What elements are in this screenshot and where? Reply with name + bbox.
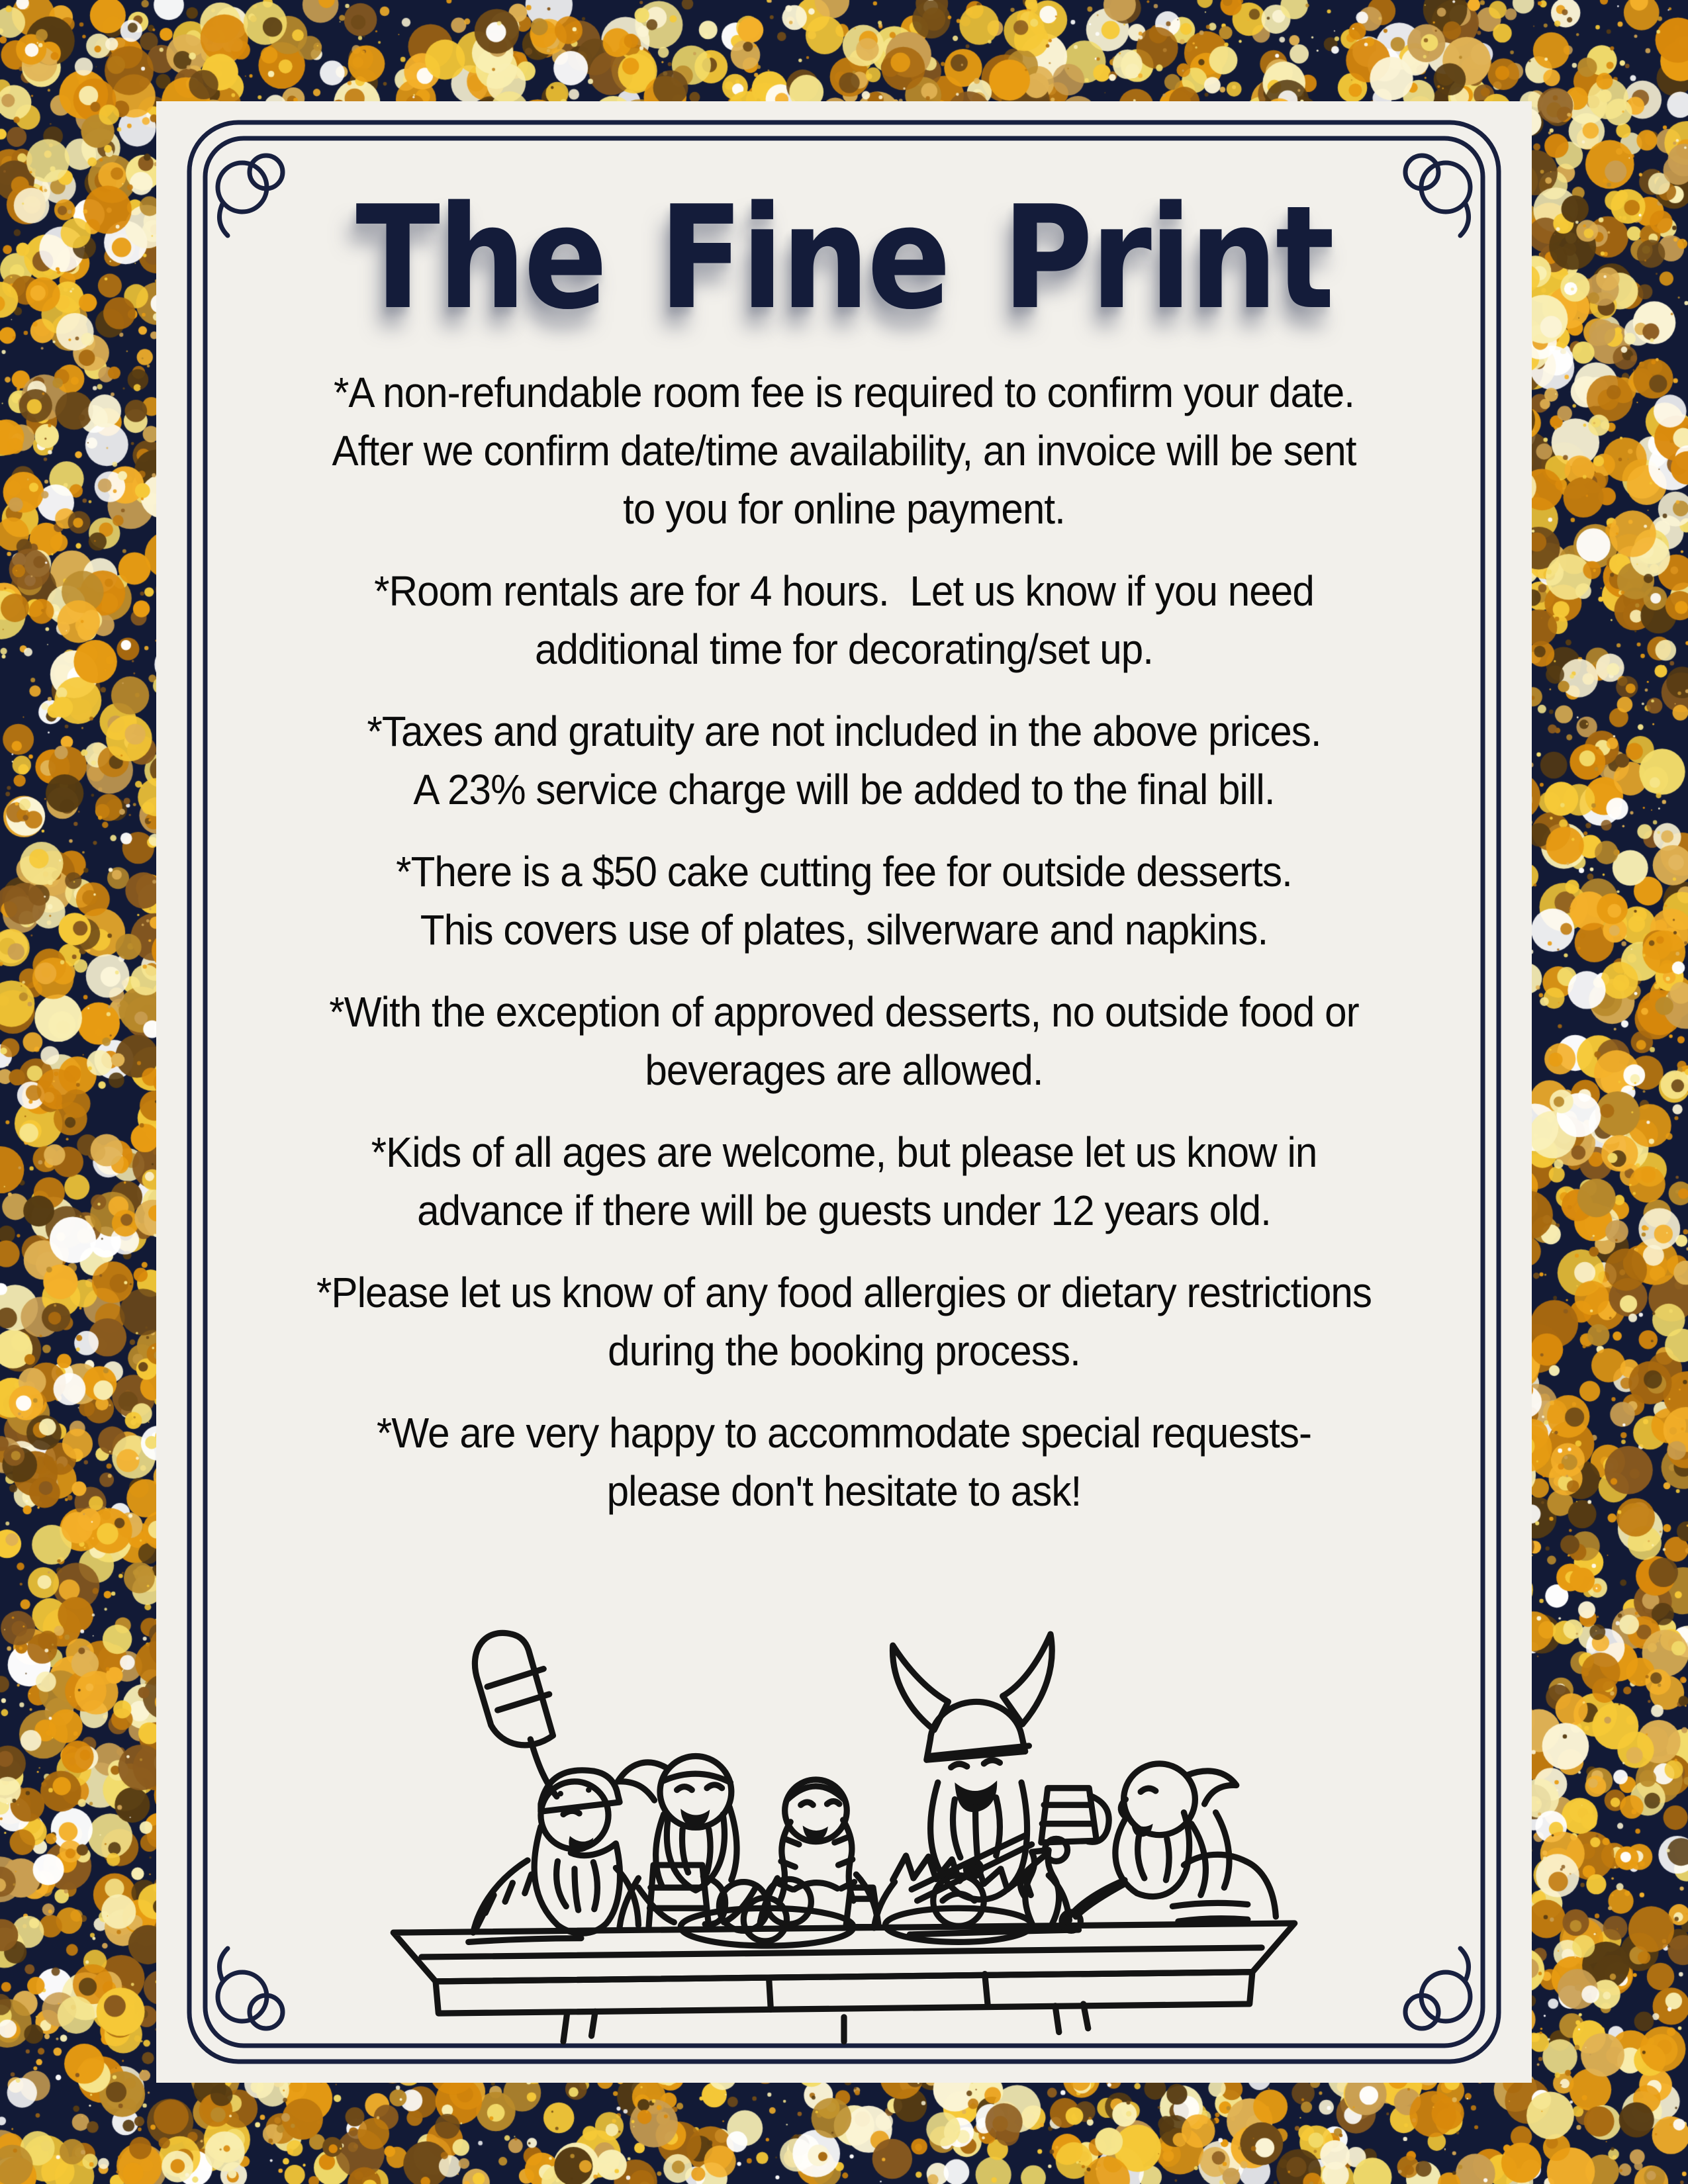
policy-line: *Kids of all ages are welcome, but please let us know in [371, 1128, 1317, 1176]
corner-flourish-bottom-right [1405, 1948, 1470, 2028]
policy-line: advance if there will be guests under 12 years old. [417, 1187, 1271, 1234]
viking-feast-illustration [328, 1596, 1360, 2067]
policy-line: After we confirm date/time availability, an invoice will be sent [332, 427, 1356, 475]
viking-raising-horn [473, 1633, 639, 1933]
policy-line: *Room rentals are for 4 hours. Let us know if you need [374, 567, 1314, 615]
policy-line: beverages are allowed. [645, 1046, 1043, 1094]
policy-line: *A non-refundable room fee is required to confirm your date. [333, 369, 1355, 416]
viking-long-hair [618, 1756, 757, 1927]
policy-line: *There is a $50 cake cutting fee for outside desserts. [396, 848, 1292, 895]
viking-profile-right [1062, 1764, 1276, 1931]
policy-line: to you for online payment. [623, 485, 1065, 533]
policy-list [236, 363, 1452, 1544]
laughing-mouth [569, 1836, 593, 1852]
policy-line: This covers use of plates, silverware and napkins. [420, 906, 1268, 954]
policy-line: A 23% service charge will be added to the final bill. [413, 766, 1275, 813]
policy-paragraph [236, 983, 1452, 1099]
viking-horned-helmet [874, 1634, 1109, 1928]
policy-line: please don't hesitate to ask! [606, 1467, 1082, 1515]
policy-paragraph [236, 702, 1452, 819]
policy-line: *Please let us know of any food allergies or dietary restrictions [316, 1269, 1372, 1316]
policy-paragraph [236, 562, 1452, 678]
policy-paragraph [236, 1263, 1452, 1380]
policy-paragraph [236, 1123, 1452, 1240]
corner-flourish-bottom-left [218, 1948, 283, 2028]
policy-line: *With the exception of approved desserts, no outside food or [329, 988, 1359, 1036]
policy-line: additional time for decorating/set up. [534, 625, 1154, 673]
policy-paragraph [236, 1404, 1452, 1520]
policy-line: *Taxes and gratuity are not included in the above prices. [367, 707, 1321, 755]
feast-table [393, 1923, 1294, 2042]
policy-paragraph [236, 842, 1452, 959]
content-panel [156, 101, 1532, 2083]
policy-paragraph [236, 363, 1452, 538]
policy-line: *We are very happy to accommodate special requests- [376, 1409, 1312, 1457]
page-title: The Fine Print [355, 175, 1333, 341]
policy-line: during the booking process. [608, 1327, 1080, 1375]
